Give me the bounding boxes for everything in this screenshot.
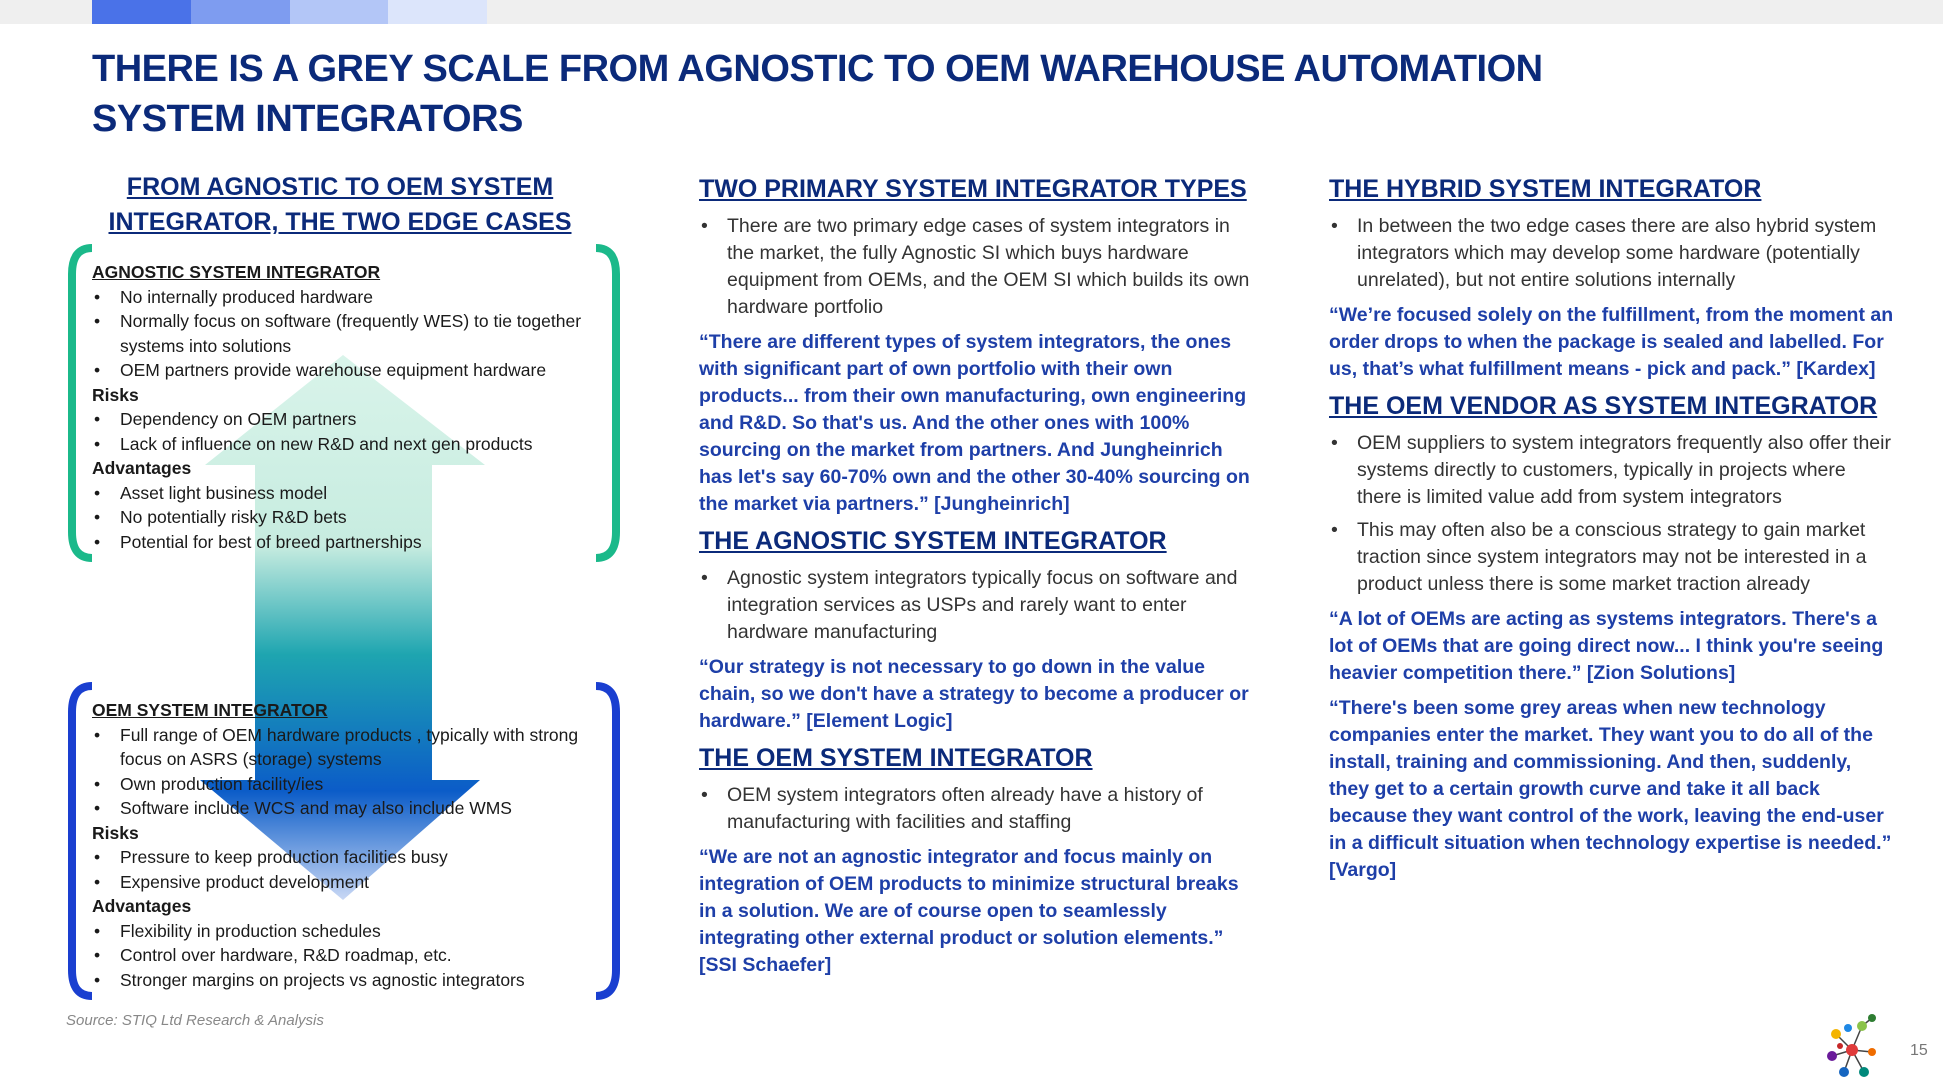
oem-advantage: • Control over hardware, R&D roadmap, etc. xyxy=(92,943,612,968)
quote-kardex: “We’re focused solely on the fulfillment, from the moment an order drops to when the package is sealed and labelled. For us, that’s what fulfillment means - pick and pack.” [Kardex] xyxy=(1329,304,1894,380)
source-note: Source: STIQ Ltd Research & Analysis xyxy=(66,1012,324,1029)
quote-jungheinrich: “There are different types of system integrators, the ones with significant part of own portfolio with their own products... from their own manufacturing, own engineering and R&D. So that's us. And the other ones with 100% sourcing on the market from partners. And Jungheinrich has let's say 60-70% own and the other 30-40% sourcing on the market via partners.” [Jungheinrich] xyxy=(699,331,1250,515)
agnostic-advantages-label: Advantages xyxy=(92,458,192,478)
agnostic-item: • OEM partners provide warehouse equipment hardware xyxy=(92,358,612,383)
middle-heading-oem: THE OEM SYSTEM INTEGRATOR xyxy=(699,744,1093,772)
oem-advantages-label: Advantages xyxy=(92,896,192,916)
agnostic-risks-label: Risks xyxy=(92,384,139,405)
middle-bullet: • OEM system integrators often already have a history of manufacturing with facilities and staffing xyxy=(699,782,1259,836)
quote-zion-solutions: “A lot of OEMs are acting as systems integrators. There's a lot of OEMs that are going direct now... I think you're seeing heavier competition there.” [Zion Solutions] xyxy=(1329,608,1884,684)
middle-bullet: • Agnostic system integrators typically focus on software and integration services as USPs and rarely want to enter hardware manufacturing xyxy=(699,565,1259,646)
middle-heading-agnostic: THE AGNOSTIC SYSTEM INTEGRATOR xyxy=(699,527,1167,555)
right-heading-oem-vendor: THE OEM VENDOR AS SYSTEM INTEGRATOR xyxy=(1329,392,1878,420)
quote-ssi-schaefer: “We are not an agnostic integrator and focus mainly on integration of OEM products to minimize structural breaks in a solution. We are of course open to seamlessly integrating other external product or solution elements.” [SSI Schaefer] xyxy=(699,846,1239,976)
agnostic-item: • Normally focus on software (frequently WES) to tie together systems into solutions xyxy=(92,309,612,358)
agnostic-risk: • Lack of influence on new R&D and next gen products xyxy=(92,432,612,457)
oem-risks-label: Risks xyxy=(92,822,139,843)
oem-risk: • Pressure to keep production facilities busy xyxy=(92,845,612,870)
middle-bullet: • There are two primary edge cases of system integrators in the market, the fully Agnostic SI which buys hardware equipment from OEMs, and the OEM SI which builds its own hardware portfolio xyxy=(699,213,1259,321)
agnostic-item: • No internally produced hardware xyxy=(92,285,612,310)
quote-element-logic: “Our strategy is not necessary to go down in the value chain, so we don't have a strategy to become a producer or hardware.” [Element Logic] xyxy=(699,656,1249,732)
agnostic-title: AGNOSTIC SYSTEM INTEGRATOR xyxy=(92,262,381,282)
oem-risk: • Expensive product development xyxy=(92,870,612,895)
agnostic-advantage: • No potentially risky R&D bets xyxy=(92,505,612,530)
agnostic-advantage: • Potential for best of breed partnerships xyxy=(92,530,612,555)
oem-box xyxy=(92,698,612,992)
page-number: 15 xyxy=(1910,1042,1928,1059)
oem-item: • Own production facility/ies xyxy=(92,772,612,797)
left-heading: FROM AGNOSTIC TO OEM SYSTEM INTEGRATOR, THE TWO EDGE CASES xyxy=(108,173,572,236)
oem-title: OEM SYSTEM INTEGRATOR xyxy=(92,700,328,720)
right-heading-hybrid: THE HYBRID SYSTEM INTEGRATOR xyxy=(1329,175,1762,203)
oem-advantage: • Flexibility in production schedules xyxy=(92,919,612,944)
oem-item: • Full range of OEM hardware products , typically with strong focus on ASRS (storage) systems xyxy=(92,723,612,772)
oem-bracket-left xyxy=(72,686,92,996)
agnostic-box xyxy=(92,260,612,554)
oem-advantage: • Stronger margins on projects vs agnostic integrators xyxy=(92,968,612,993)
agnostic-bracket-left xyxy=(72,248,92,558)
right-bullet: • OEM suppliers to system integrators frequently also offer their systems directly to customers, typically in projects where there is limited value add from system integrators xyxy=(1329,430,1894,511)
oem-item: • Software include WCS and may also include WMS xyxy=(92,796,612,821)
quote-vargo: “There's been some grey areas when new technology companies enter the market. They want you to do all of the install, training and commissioning. And then, suddenly, they get to a certain growth curve and take it all back because they want control of the work, leaving the end-user in a difficult situation when technology expertise is needed.” [Vargo] xyxy=(1329,697,1892,881)
stiq-logo-icon xyxy=(1822,1012,1882,1084)
middle-heading-types: TWO PRIMARY SYSTEM INTEGRATOR TYPES xyxy=(699,175,1247,203)
agnostic-advantage: • Asset light business model xyxy=(92,481,612,506)
right-bullet: • In between the two edge cases there are also hybrid system integrators which may develop some hardware (potentially unrelated), but not entire solutions internally xyxy=(1329,213,1894,294)
agnostic-risk: • Dependency on OEM partners xyxy=(92,407,612,432)
middle-column xyxy=(699,172,1259,985)
right-column xyxy=(1329,172,1894,890)
page-title: THERE IS A GREY SCALE FROM AGNOSTIC TO OEM WAREHOUSE AUTOMATION SYSTEM INTEGRATORS xyxy=(92,48,1543,140)
right-bullet: • This may often also be a conscious strategy to gain market traction since system integrators may not be interested in a product unless there is some market traction already xyxy=(1329,517,1894,598)
